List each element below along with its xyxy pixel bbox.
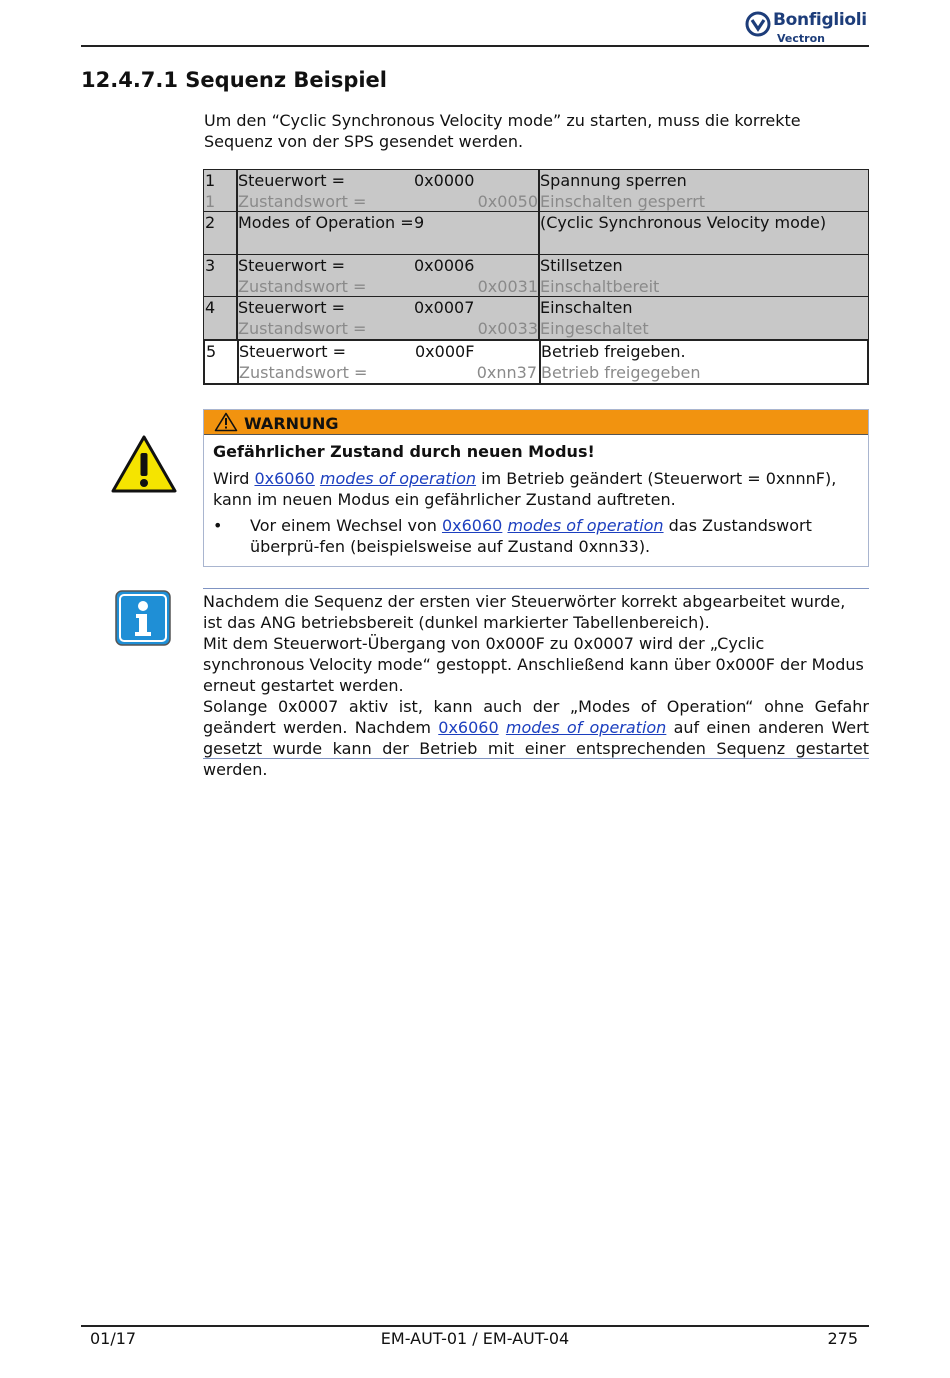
- object-label: Modes of Operation =: [238, 213, 414, 232]
- object-value: 0x0000: [414, 170, 475, 190]
- sequence-row: [203, 296, 869, 340]
- sequence-row: [203, 211, 869, 255]
- info-paragraph-1: Nachdem die Sequenz der ersten vier Steuerwörter korrekt abgearbeitet wurde, ist das ANG betriebsbereit (dunkel markierter Tabellenbereich).: [203, 592, 846, 632]
- warning-title: WARNUNG: [244, 414, 339, 433]
- object-value: 0x0006: [414, 255, 475, 275]
- info-box: [203, 588, 870, 779]
- state-description: Spannung sperren: [540, 170, 687, 190]
- state-description: Einschalten gesperrt: [540, 191, 706, 211]
- object-value: 0x0033: [477, 319, 538, 338]
- object-label: Zustandswort =: [239, 362, 368, 382]
- sequence-line: [204, 191, 868, 212]
- info-p3-post: auf einen anderen Wert gesetzt wurde kann der Betrieb mit einer entsprechenden Sequenz gestartet werden.: [203, 718, 870, 779]
- sequence-table: [203, 170, 869, 385]
- warning-box: [203, 409, 869, 567]
- step-number: 4: [205, 298, 216, 317]
- link-modes-of-operation[interactable]: modes of operation: [319, 469, 477, 488]
- info-icon: [115, 590, 171, 646]
- object-value: 0x0007: [414, 298, 475, 317]
- step-number: 2: [205, 213, 216, 232]
- link-0x6060-info[interactable]: 0x6060: [438, 718, 499, 737]
- info-paragraph-3: [203, 696, 869, 780]
- object-value: 0x000F: [415, 341, 475, 361]
- step-number: 1: [205, 191, 216, 211]
- state-description: (Cyclic Synchronous Velocity mode): [540, 213, 827, 232]
- footer-divider: [81, 1325, 869, 1327]
- sequence-row: [203, 169, 869, 213]
- bullet-text-post: das Zustandswort überprü-fen (beispielsweise auf Zustand 0xnn33).: [250, 516, 812, 556]
- state-description: Einschalten: [540, 298, 633, 317]
- warning-header: [204, 410, 868, 435]
- link-0x6060[interactable]: 0x6060: [254, 469, 315, 488]
- warning-text-post: im Betrieb geändert (Steuerwort = 0xnnnF), kann im neuen Modus ein gefährlicher Zustand auftreten.: [213, 469, 837, 509]
- sequence-line: [204, 318, 868, 339]
- object-label: Steuerwort =: [238, 255, 346, 275]
- header-divider: [81, 45, 869, 47]
- state-description: Einschaltbereit: [540, 276, 660, 296]
- footer-date: 01/17: [90, 1329, 137, 1348]
- step-number: 1: [205, 170, 216, 190]
- section-title: 12.4.7.1 Sequenz Beispiel: [81, 68, 387, 92]
- info-p3-pre: Solange 0x0007 aktiv ist, kann auch der „Modes of Operation“ ohne Gefahr geändert werden. Nachdem: [203, 697, 869, 737]
- small-warning-icon: [214, 412, 238, 432]
- sequence-row: [203, 254, 869, 298]
- warning-text-pre: Wird: [213, 469, 255, 488]
- object-label: Zustandswort =: [238, 276, 367, 296]
- object-value: 0x0031: [477, 276, 538, 296]
- sequence-line: [204, 276, 868, 297]
- step-number: 3: [205, 255, 216, 275]
- warning-text: [213, 468, 861, 510]
- bonfiglioli-logo-icon: [745, 11, 771, 37]
- link-modes-of-operation-bullet[interactable]: modes of operation: [507, 516, 664, 535]
- brand-name: Bonfiglioli: [773, 10, 867, 30]
- bullet-symbol: •: [213, 516, 223, 535]
- link-modes-of-operation-info[interactable]: modes of operation: [505, 718, 667, 737]
- object-label: Steuerwort =: [238, 170, 346, 190]
- link-0x6060-bullet[interactable]: 0x6060: [441, 516, 503, 535]
- sequence-line: [204, 233, 868, 254]
- sequence-line: [204, 170, 868, 191]
- brand-logo: [745, 6, 870, 44]
- sequence-line: [204, 212, 868, 233]
- sequence-line: [205, 362, 867, 383]
- object-label: Steuerwort =: [238, 298, 346, 317]
- object-label: Zustandswort =: [238, 191, 367, 211]
- state-description: Eingeschaltet: [540, 319, 649, 338]
- object-value: 0x0050: [477, 191, 538, 211]
- object-value: 9: [414, 213, 425, 232]
- sequence-row: [203, 339, 869, 385]
- info-paragraph-2: Mit dem Steuerwort-Übergang von 0x000F zu 0x0007 wird der „Cyclic synchronous Velocity mode“ gestoppt. Anschließend kann über 0x000F der Modus erneut gestartet werden.: [203, 634, 864, 695]
- state-description: Stillsetzen: [540, 255, 623, 275]
- brand-subname: Vectron: [777, 32, 825, 45]
- warning-triangle-icon: [110, 434, 178, 494]
- step-number: 5: [206, 341, 217, 361]
- state-description: Betrieb freigeben.: [541, 341, 686, 361]
- sequence-line: [204, 297, 868, 318]
- intro-paragraph: Um den “Cyclic Synchronous Velocity mode” zu starten, muss die korrekte Sequenz von der SPS gesendet werden.: [204, 111, 801, 151]
- footer-document-id: EM-AUT-01 / EM-AUT-04: [380, 1329, 570, 1348]
- object-label: Zustandswort =: [238, 319, 367, 338]
- state-description: Betrieb freigegeben: [541, 362, 701, 382]
- sequence-line: [204, 255, 868, 276]
- object-label: Steuerwort =: [239, 341, 347, 361]
- object-value: 0xnn37: [476, 362, 537, 382]
- bullet-text-pre: Vor einem Wechsel von: [250, 516, 442, 535]
- sequence-line: [205, 341, 867, 362]
- warning-subtitle: Gefährlicher Zustand durch neuen Modus!: [213, 442, 595, 461]
- footer-page-number: 275: [827, 1329, 858, 1348]
